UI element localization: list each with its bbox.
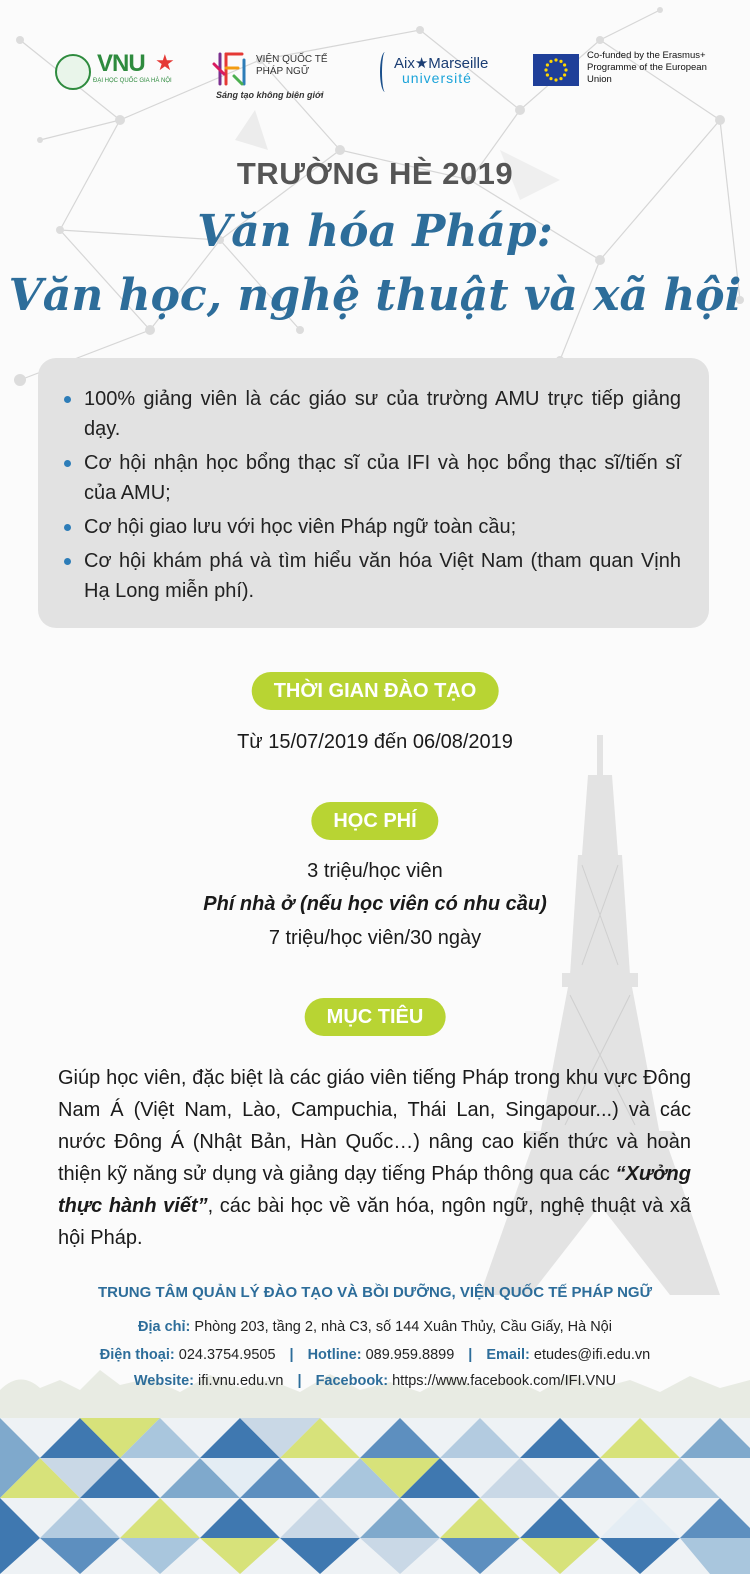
ifi-logo-name: VIỆN QUỐC TẾ PHÁP NGỮ: [256, 54, 328, 77]
hotline-value: 089.959.8899: [365, 1347, 455, 1363]
ifi-logo: [212, 48, 352, 108]
highlight-item: 100% giảng viên là các giáo sư của trường AMU trực tiếp giảng dạy.: [84, 384, 681, 444]
vnu-emblem-icon: [55, 54, 91, 90]
eu-flag-icon: [533, 54, 579, 86]
vnu-logo-subtitle: ĐẠI HỌC QUỐC GIA HÀ NỘI: [93, 78, 172, 84]
web-line: [0, 1373, 750, 1389]
amu-logo: [380, 48, 505, 108]
address-value: Phòng 203, tầng 2, nhà C3, số 144 Xuân Thủy, Cầu Giấy, Hà Nội: [194, 1319, 612, 1335]
phone-value: 024.3754.9505: [178, 1347, 276, 1363]
hotline-label: Hotline:: [307, 1347, 362, 1363]
phone-label: Điện thoại:: [99, 1347, 175, 1363]
fee-label: HỌC PHÍ: [311, 802, 438, 840]
star-icon: ★: [155, 50, 175, 75]
eu-erasmus-logo: [533, 48, 713, 108]
vnu-logo-name: VNU: [97, 50, 145, 77]
website-value[interactable]: ifi.vnu.edu.vn: [198, 1373, 284, 1389]
highlight-item: Cơ hội khám phá và tìm hiểu văn hóa Việt Nam (tham quan Vịnh Hạ Long miễn phí).: [84, 546, 681, 606]
email-label: Email:: [486, 1347, 530, 1363]
housing-fee-value: 7 triệu/học viên/30 ngày: [268, 927, 482, 949]
facebook-value[interactable]: https://www.facebook.com/IFI.VNU: [392, 1373, 617, 1389]
separator: |: [297, 1373, 302, 1389]
goal-text-before: Giúp học viên, đặc biệt là các giáo viên tiếng Pháp trong khu vực Đông Nam Á (Việt Nam, Lào, Campuchia, Thái Lan, Singapour...) và các nước Đông Á (Nhật Bản, Hàn Quốc…) nâng cao kiến thức và hoàn thiện kỹ năng sử dụng và giảng dạy tiếng Pháp thông qua các: [58, 1067, 691, 1185]
highlights-box: [38, 358, 709, 628]
event-kicker: TRƯỜNG HÈ 2019: [236, 156, 514, 191]
separator: |: [289, 1347, 294, 1363]
amu-logo-line2: université: [402, 70, 472, 86]
partner-logos: [0, 48, 750, 108]
website-label: Website:: [133, 1373, 195, 1389]
organization-name: TRUNG TÂM QUẢN LÝ ĐÀO TẠO VÀ BỒI DƯỠNG, VIỆN QUỐC TẾ PHÁP NGỮ: [97, 1284, 653, 1301]
ifi-logo-slogan: Sáng tạo không biên giới: [216, 90, 324, 100]
amu-logo-line1: Aix★Marseille: [394, 55, 489, 72]
goal-text-highlight: “Xưởng thực hành viết”: [58, 1163, 691, 1217]
housing-fee-label: Phí nhà ở (nếu học viên có nhu cầu): [203, 893, 547, 915]
highlights-list: [84, 384, 681, 606]
email-value[interactable]: etudes@ifi.edu.vn: [533, 1347, 651, 1363]
vnu-logo: [55, 48, 175, 108]
amu-bracket-icon: [380, 52, 390, 92]
facebook-label: Facebook:: [315, 1373, 389, 1389]
phone-line: [0, 1347, 750, 1363]
goal-description: [58, 1062, 691, 1254]
highlight-item: Cơ hội nhận học bổng thạc sĩ của IFI và học bổng thạc sĩ/tiến sĩ của AMU;: [84, 448, 681, 508]
event-title-line1: Văn hóa Pháp:: [197, 206, 553, 257]
highlight-item: Cơ hội giao lưu với học viên Pháp ngữ toàn cầu;: [84, 512, 681, 542]
event-title-line2: Văn học, nghệ thuật và xã hội: [8, 270, 742, 321]
goal-text-after: , các bài học về văn hóa, ngôn ngữ, nghệ thuật và xã hội Pháp.: [58, 1195, 691, 1249]
goal-label: MỤC TIÊU: [305, 998, 446, 1036]
tuition-value: 3 triệu/học viên: [307, 860, 443, 882]
address-label: Địa chỉ:: [138, 1319, 191, 1335]
separator: |: [468, 1347, 473, 1363]
eu-funding-text: Co-funded by the Erasmus+ Programme of the European Union: [587, 50, 707, 85]
training-time-value: Từ 15/07/2019 đến 06/08/2019: [237, 731, 513, 753]
triangle-mosaic-decoration: [0, 1418, 750, 1574]
ifi-mark-icon: [212, 50, 250, 88]
training-time-label: THỜI GIAN ĐÀO TẠO: [252, 672, 499, 710]
address-line: [0, 1319, 750, 1335]
